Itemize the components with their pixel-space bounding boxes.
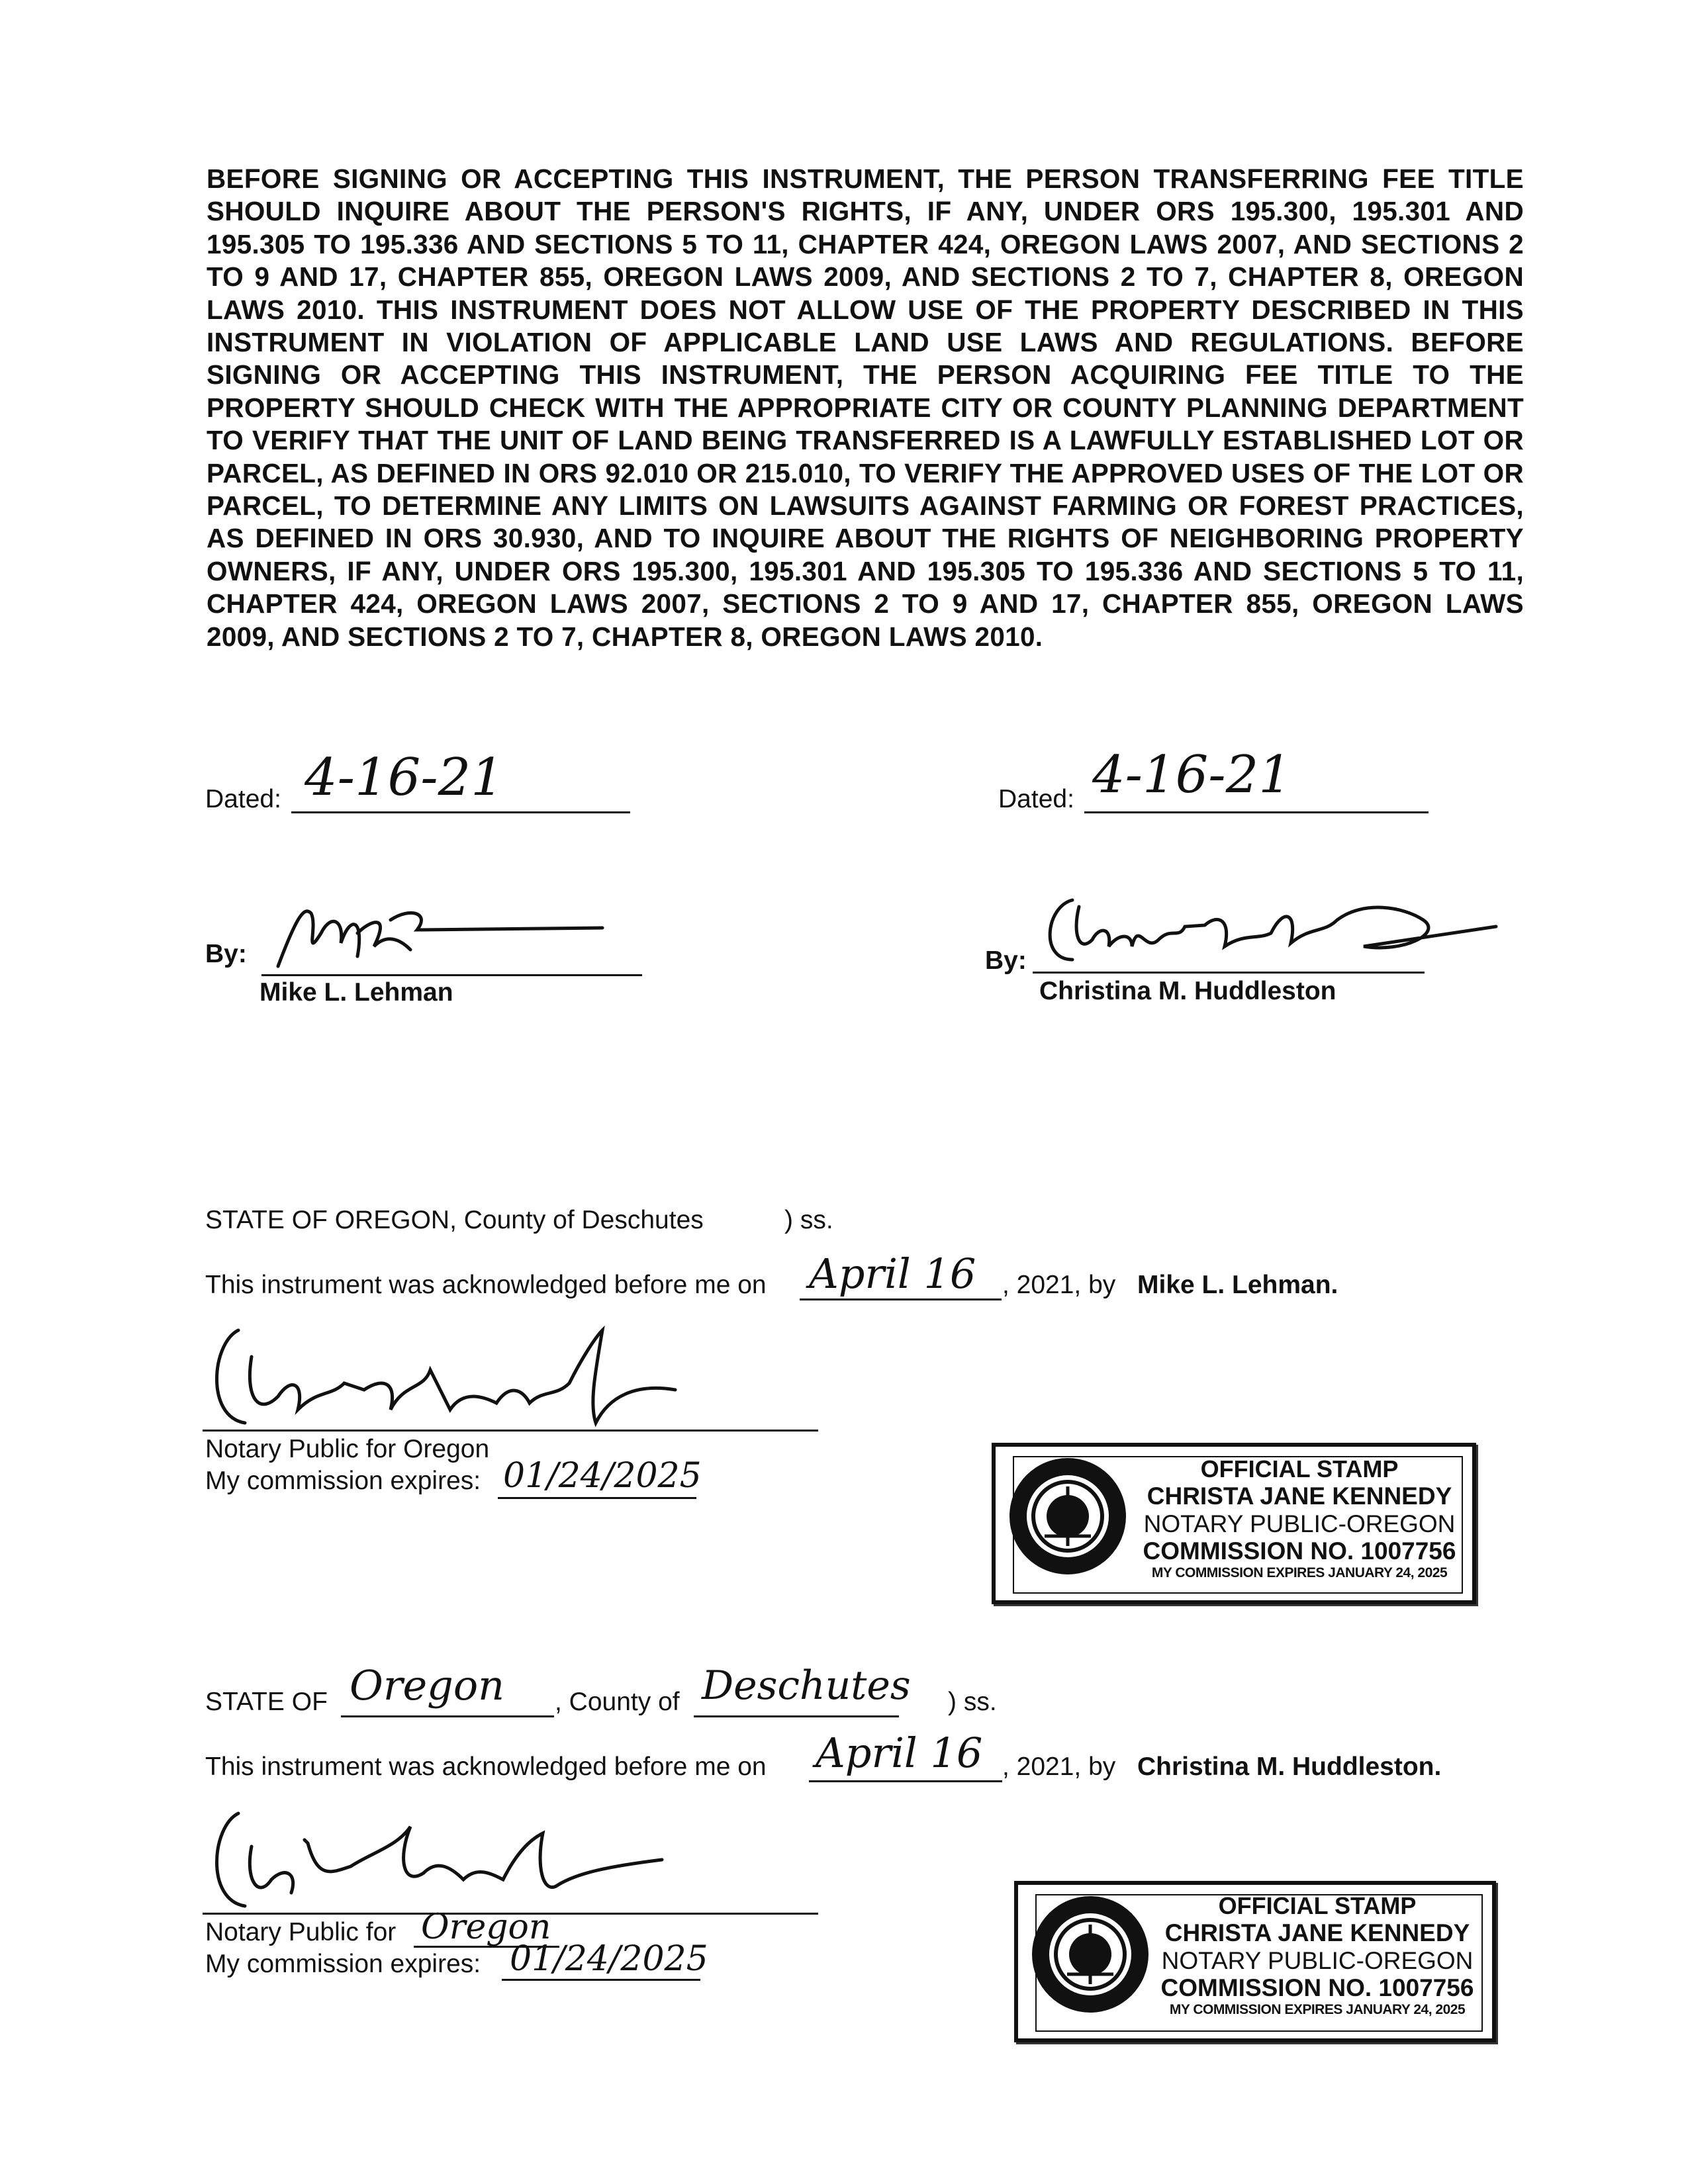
signature-line-right — [1033, 972, 1425, 974]
county-label-2: , County of — [555, 1688, 680, 1716]
notary-label-2: Notary Public for — [205, 1918, 397, 1946]
ack-year-1: , 2021, by — [1002, 1271, 1116, 1299]
ss-label-2: ) ss. — [948, 1688, 997, 1716]
signature-mike-lehman — [258, 893, 642, 979]
ack-signer-1: Mike L. Lehman. — [1137, 1271, 1338, 1299]
signer-name-left: Mike L. Lehman — [259, 978, 453, 1007]
stamp-role-2: NOTARY PUBLIC-OREGON — [1161, 1946, 1474, 1974]
dated-label-right: Dated: — [998, 785, 1074, 813]
stamp-title-2: OFFICIAL STAMP — [1218, 1892, 1417, 1919]
notary-state-handwritten-2: Oregon — [421, 1907, 551, 1947]
stamp-expires-2: MY COMMISSION EXPIRES JANUARY 24, 2025 — [1169, 2001, 1466, 2017]
dated-label-left: Dated: — [205, 785, 281, 813]
ack-signer-2: Christina M. Huddleston. — [1137, 1752, 1442, 1781]
notary-signature-line-1 — [203, 1430, 818, 1432]
signer-name-right: Christina M. Huddleston — [1039, 977, 1336, 1005]
stamp-role-1: NOTARY PUBLIC-OREGON — [1143, 1510, 1456, 1537]
ack-prefix-1: This instrument was acknowledged before me on — [205, 1271, 767, 1299]
ack-date-handwritten-2: April 16 — [816, 1729, 983, 1777]
commission-date-line-2 — [502, 1979, 700, 1981]
notary-signature-2 — [199, 1800, 702, 1919]
stamp-title-1: OFFICIAL STAMP — [1200, 1455, 1399, 1482]
official-stamp-1 — [992, 1443, 1476, 1604]
date-handwritten-left: 4-16-21 — [305, 748, 504, 807]
ack-date-line-1 — [800, 1298, 1002, 1300]
date-handwritten-right: 4-16-21 — [1092, 745, 1291, 805]
stamp-commission-2: COMMISSION NO. 1007756 — [1160, 1974, 1474, 2002]
commission-label-2: My commission expires: — [205, 1950, 481, 1978]
commission-label-1: My commission expires: — [205, 1467, 481, 1495]
ack-date-line-2 — [809, 1780, 1002, 1782]
by-label-left: By: — [205, 940, 247, 968]
notary-label-1: Notary Public for Oregon — [205, 1435, 490, 1463]
date-line-left — [291, 811, 630, 813]
county-handwritten-2: Deschutes — [702, 1662, 911, 1709]
state-handwritten-2: Oregon — [350, 1661, 505, 1709]
ss-label-1: ) ss. — [784, 1206, 833, 1234]
commission-date-line-1 — [498, 1497, 696, 1499]
commission-date-handwritten-2: 01/24/2025 — [510, 1939, 708, 1979]
by-label-right: By: — [985, 946, 1027, 975]
county-line-2 — [694, 1715, 899, 1717]
commission-date-handwritten-1: 01/24/2025 — [503, 1456, 702, 1496]
state-line-2 — [341, 1715, 554, 1717]
date-line-right — [1084, 811, 1429, 813]
stamp-name-2: CHRISTA JANE KENNEDY — [1164, 1919, 1470, 1947]
ack-date-handwritten-1: April 16 — [809, 1250, 976, 1298]
notary-seal-icon — [1027, 1891, 1153, 2017]
stamp-commission-1: COMMISSION NO. 1007756 — [1143, 1537, 1456, 1565]
stamp-name-1: CHRISTA JANE KENNEDY — [1147, 1482, 1452, 1510]
state-county-line-1: STATE OF OREGON, County of Deschutes — [205, 1206, 704, 1234]
notary-signature-1 — [199, 1317, 702, 1436]
signature-line-left — [261, 974, 642, 976]
notary-seal-icon — [1005, 1453, 1131, 1579]
ack-year-2: , 2021, by — [1002, 1752, 1116, 1781]
official-stamp-2 — [1014, 1881, 1496, 2042]
disclaimer-paragraph: BEFORE SIGNING OR ACCEPTING THIS INSTRUMENT, THE PERSON TRANSFERRING FEE TITLE SHOULD INQUIRE ABOUT THE PERSON'S RIGHTS, IF ANY, UNDER ORS 195.300, 195.301 AND 195.305 TO 195.336 AND SECTIONS 5 TO 11, CHAPTER 424, OREGON LAWS 2007, AND SECTIONS 2 TO 9 AND 17, CHAPTER 855, OREGON LAWS 2009, AND SECTIONS 2 TO 7, CHAPTER 8, OREGON LAWS 2010. THIS INSTRUMENT DOES NOT ALLOW USE OF THE PROPERTY DESCRIBED IN THIS INSTRUMENT IN VIOLATION OF APPLICABLE LAND USE LAWS AND REGULATIONS. BEFORE SIGNING OR ACCEPTING THIS INSTRUMENT, THE PERSON ACQUIRING FEE TITLE TO THE PROPERTY SHOULD CHECK WITH THE APPROPRIATE CITY OR COUNTY PLANNING DEPARTMENT TO VERIFY THAT THE UNIT OF LAND BEING TRANSFERRED IS A LAWFULLY ESTABLISHED LOT OR PARCEL, AS DEFINED IN ORS 92.010 OR 215.010, TO VERIFY THE APPROVED USES OF THE LOT OR PARCEL, TO DETERMINE ANY LIMITS ON LAWSUITS AGAINST FARMING OR FOREST PRACTICES, AS DEFINED IN ORS 30.930, AND TO INQUIRE ABOUT THE RIGHTS OF NEIGHBORING PROPERTY OWNERS, IF ANY, UNDER ORS 195.300, 195.301 AND 195.305 TO 195.336 AND SECTIONS 5 TO 11, CHAPTER 424, OREGON LAWS 2007, SECTIONS 2 TO 9 AND 17, CHAPTER 855, OREGON LAWS 2009, AND SECTIONS 2 TO 7, CHAPTER 8, OREGON LAWS 2010. — [207, 163, 1524, 652]
ack-prefix-2: This instrument was acknowledged before me on — [205, 1752, 767, 1781]
signature-christina-huddleston — [1033, 880, 1516, 973]
stamp-expires-1: MY COMMISSION EXPIRES JANUARY 24, 2025 — [1151, 1565, 1448, 1580]
state-label-2: STATE OF — [205, 1688, 328, 1716]
